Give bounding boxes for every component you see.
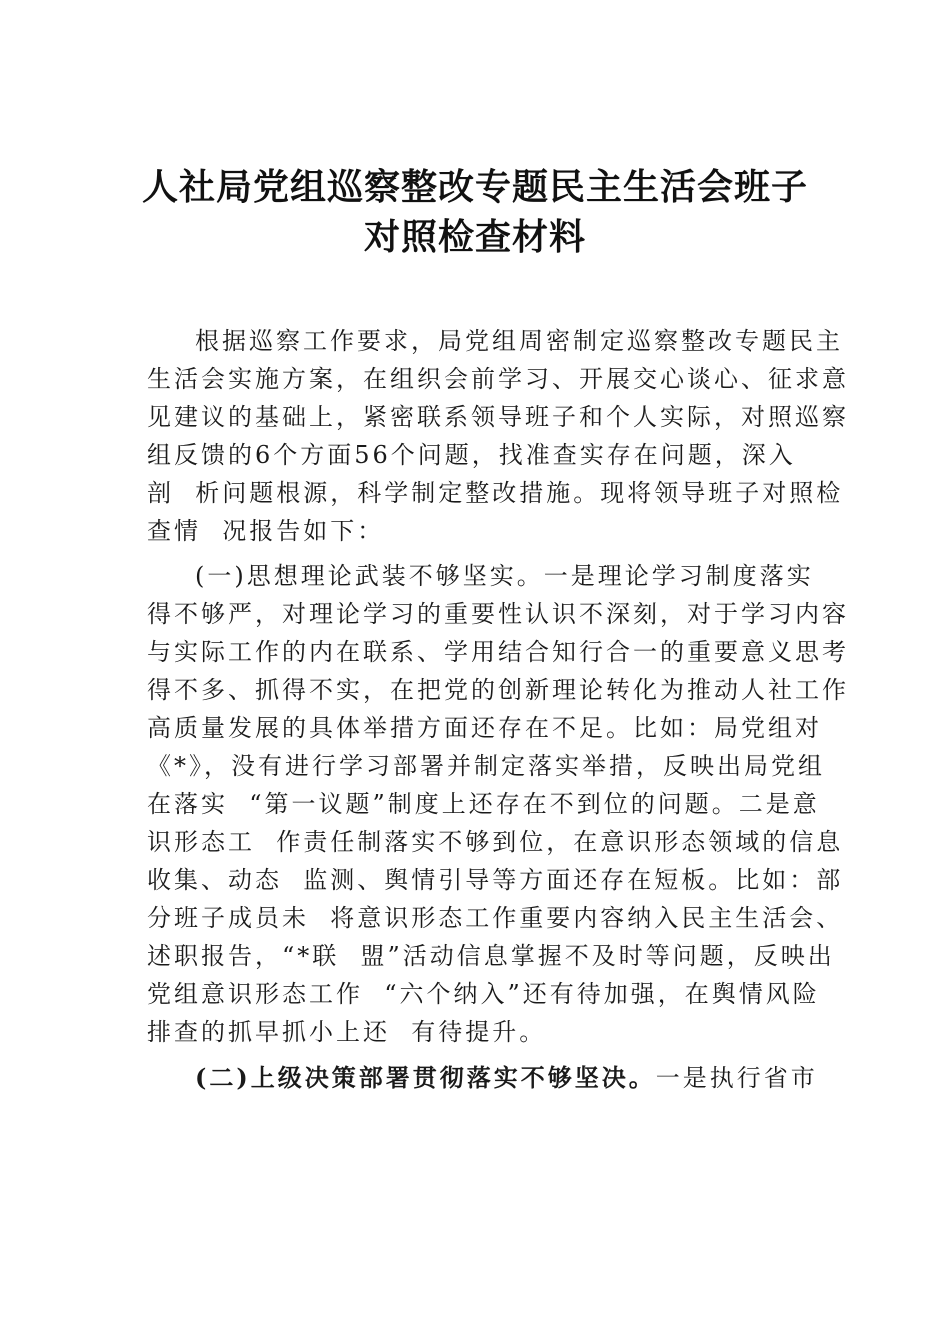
- intro-line: 查情 况报告如下：: [147, 517, 385, 545]
- section-2-first-line-text: 一是执行省市: [655, 1064, 818, 1092]
- intro-line: 生活会实施方案，在组织会前学习、开展交心谈心、征求意: [147, 365, 849, 393]
- section-2-heading: (二)上级决策部署贯彻落实不够坚决。: [195, 1063, 656, 1092]
- section-1-first-line: [195, 562, 817, 590]
- section-1-line: 识形态工 作责任制落实不够到位，在意识形态领域的信息: [147, 828, 844, 856]
- intro-line: 组反馈的6个方面56个问题，找准查实存在问题，深入: [147, 441, 796, 469]
- intro-line: 根据巡察工作要求，局党组周密制定巡察整改专题民主: [195, 327, 843, 355]
- section-1-line: 排查的抓早抓小上还 有待提升。: [147, 1018, 547, 1046]
- section-1-line: 得不够严，对理论学习的重要性认识不深刻，对于学习内容: [147, 600, 849, 628]
- section-1-line: 《*》，没有进行学习部署并制定落实举措，反映出局党组: [147, 752, 825, 780]
- section-1-line: 在落实 “第一议题”制度上还存在不到位的问题。二是意: [147, 790, 820, 818]
- section-1-line: 述职报告，“*联 盟”活动信息掌握不及时等问题，反映出: [147, 942, 835, 970]
- section-1-heading: (一)思想理论武装不够坚实。: [195, 562, 544, 590]
- section-1-first-line-text: 一是理论学习制度落实: [543, 562, 814, 590]
- section-1-line: 收集、动态 监测、舆情引导等方面还存在短板。比如：部: [147, 866, 844, 894]
- section-1-line: 高质量发展的具体举措方面还存在不足。比如：局党组对: [147, 714, 822, 742]
- section-1-line: 得不多、抓得不实，在把党的创新理论转化为推动人社工作: [147, 676, 849, 704]
- document-title-line-1: 人社局党组巡察整改专题民主生活会班子: [141, 167, 808, 208]
- section-1-line: 党组意识形态工作 “六个纳入”还有待加强，在舆情风险: [147, 980, 820, 1008]
- section-1-line: 分班子成员未 将意识形态工作重要内容纳入民主生活会、: [147, 904, 844, 932]
- section-2-first-line: [195, 1064, 817, 1092]
- intro-line: 剖 析问题根源，科学制定整改措施。现将领导班子对照检: [147, 479, 844, 507]
- intro-line: 见建议的基础上，紧密联系领导班子和个人实际，对照巡察: [147, 403, 849, 431]
- document-title-line-2: 对照检查材料: [363, 217, 586, 258]
- section-1-line: 与实际工作的内在联系、学用结合知行合一的重要意义思考: [147, 638, 849, 666]
